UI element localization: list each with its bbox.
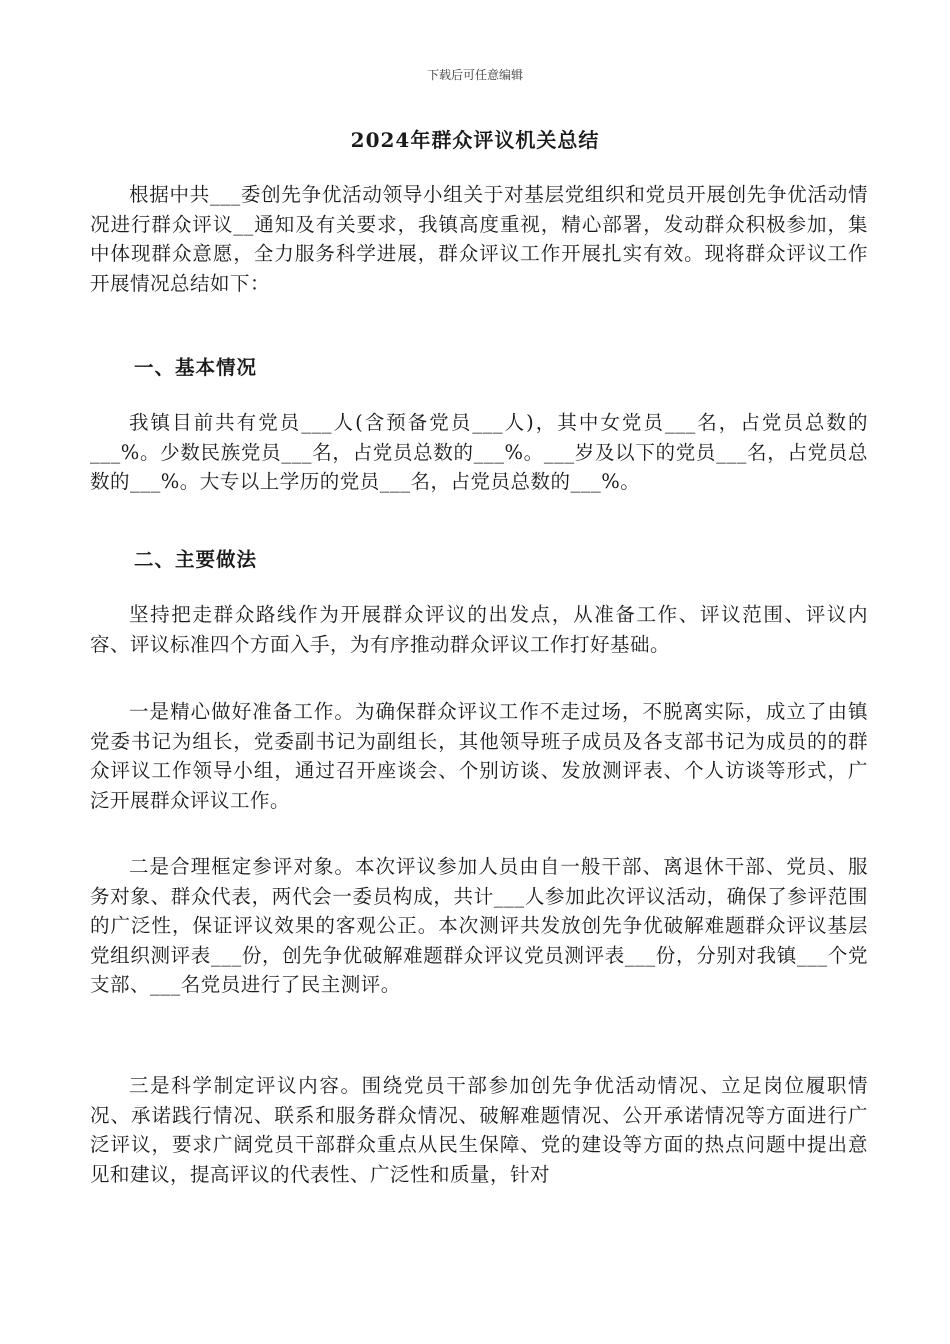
intro-paragraph: 根据中共___委创先争优活动领导小组关于对基层党组织和党员开展创先争优活动情况进行群众评议__通知及有关要求，我镇高度重视，精心部署，发动群众积极参加，集中体现群众意愿，全力服务科学进展，群众评议工作开展扎实有效。现将群众评议工作开展情况总结如下： [90,183,868,295]
section-heading-methods: 二、主要做法 [134,548,258,571]
document-title: 2024年群众评议机关总结 [350,128,600,152]
methods-paragraph-1: 坚持把走群众路线作为开展群众评议的出发点，从准备工作、评议范围、评议内容、评议标准四个方面入手，为有序推动群众评议工作打好基础。 [90,603,868,656]
methods-paragraph-4: 三是科学制定评议内容。围绕党员干部参加创先争优活动情况、立足岗位履职情况、承诺践行情况、联系和服务群众情况、破解难题情况、公开承诺情况等方面进行广泛评议，要求广阔党员干部群众重点从民生保障、党的建设等方面的热点问题中提出意见和建议，提高评议的代表性、广泛性和质量，针对 [90,1074,868,1186]
methods-paragraph-3: 二是合理框定参评对象。本次评议参加人员由自一般干部、离退休干部、党员、服务对象、群众代表，两代会一委员构成，共计___人参加此次评议活动，确保了参评范围的广泛性，保证评议效果的客观公正。本次测评共发放创先争优破解难题群众评议基层党组织测评表___份，创先争优破解难题群众评议党员测评表___份，分别对我镇___个党支部、___名党员进行了民主测评。 [90,855,868,996]
basic-situation-paragraph: 我镇目前共有党员___人(含预备党员___人)，其中女党员___名，占党员总数的___%。少数民族党员___名，占党员总数的___%。___岁及以下的党员___名，占党员总数的___%。大专以上学历的党员___名，占党员总数的___%。 [90,411,868,493]
header-note: 下载后可任意编辑 [426,68,523,82]
methods-paragraph-2: 一是精心做好准备工作。为确保群众评议工作不走过场，不脱离实际，成立了由镇党委书记为组长，党委副书记为副组长，其他领导班子成员及各支部书记为成员的的群众评议工作领导小组，通过召开座谈会、个别访谈、发放测评表、个人访谈等形式，广泛开展群众评议工作。 [90,700,868,812]
section-heading-basic: 一、基本情况 [134,356,258,379]
